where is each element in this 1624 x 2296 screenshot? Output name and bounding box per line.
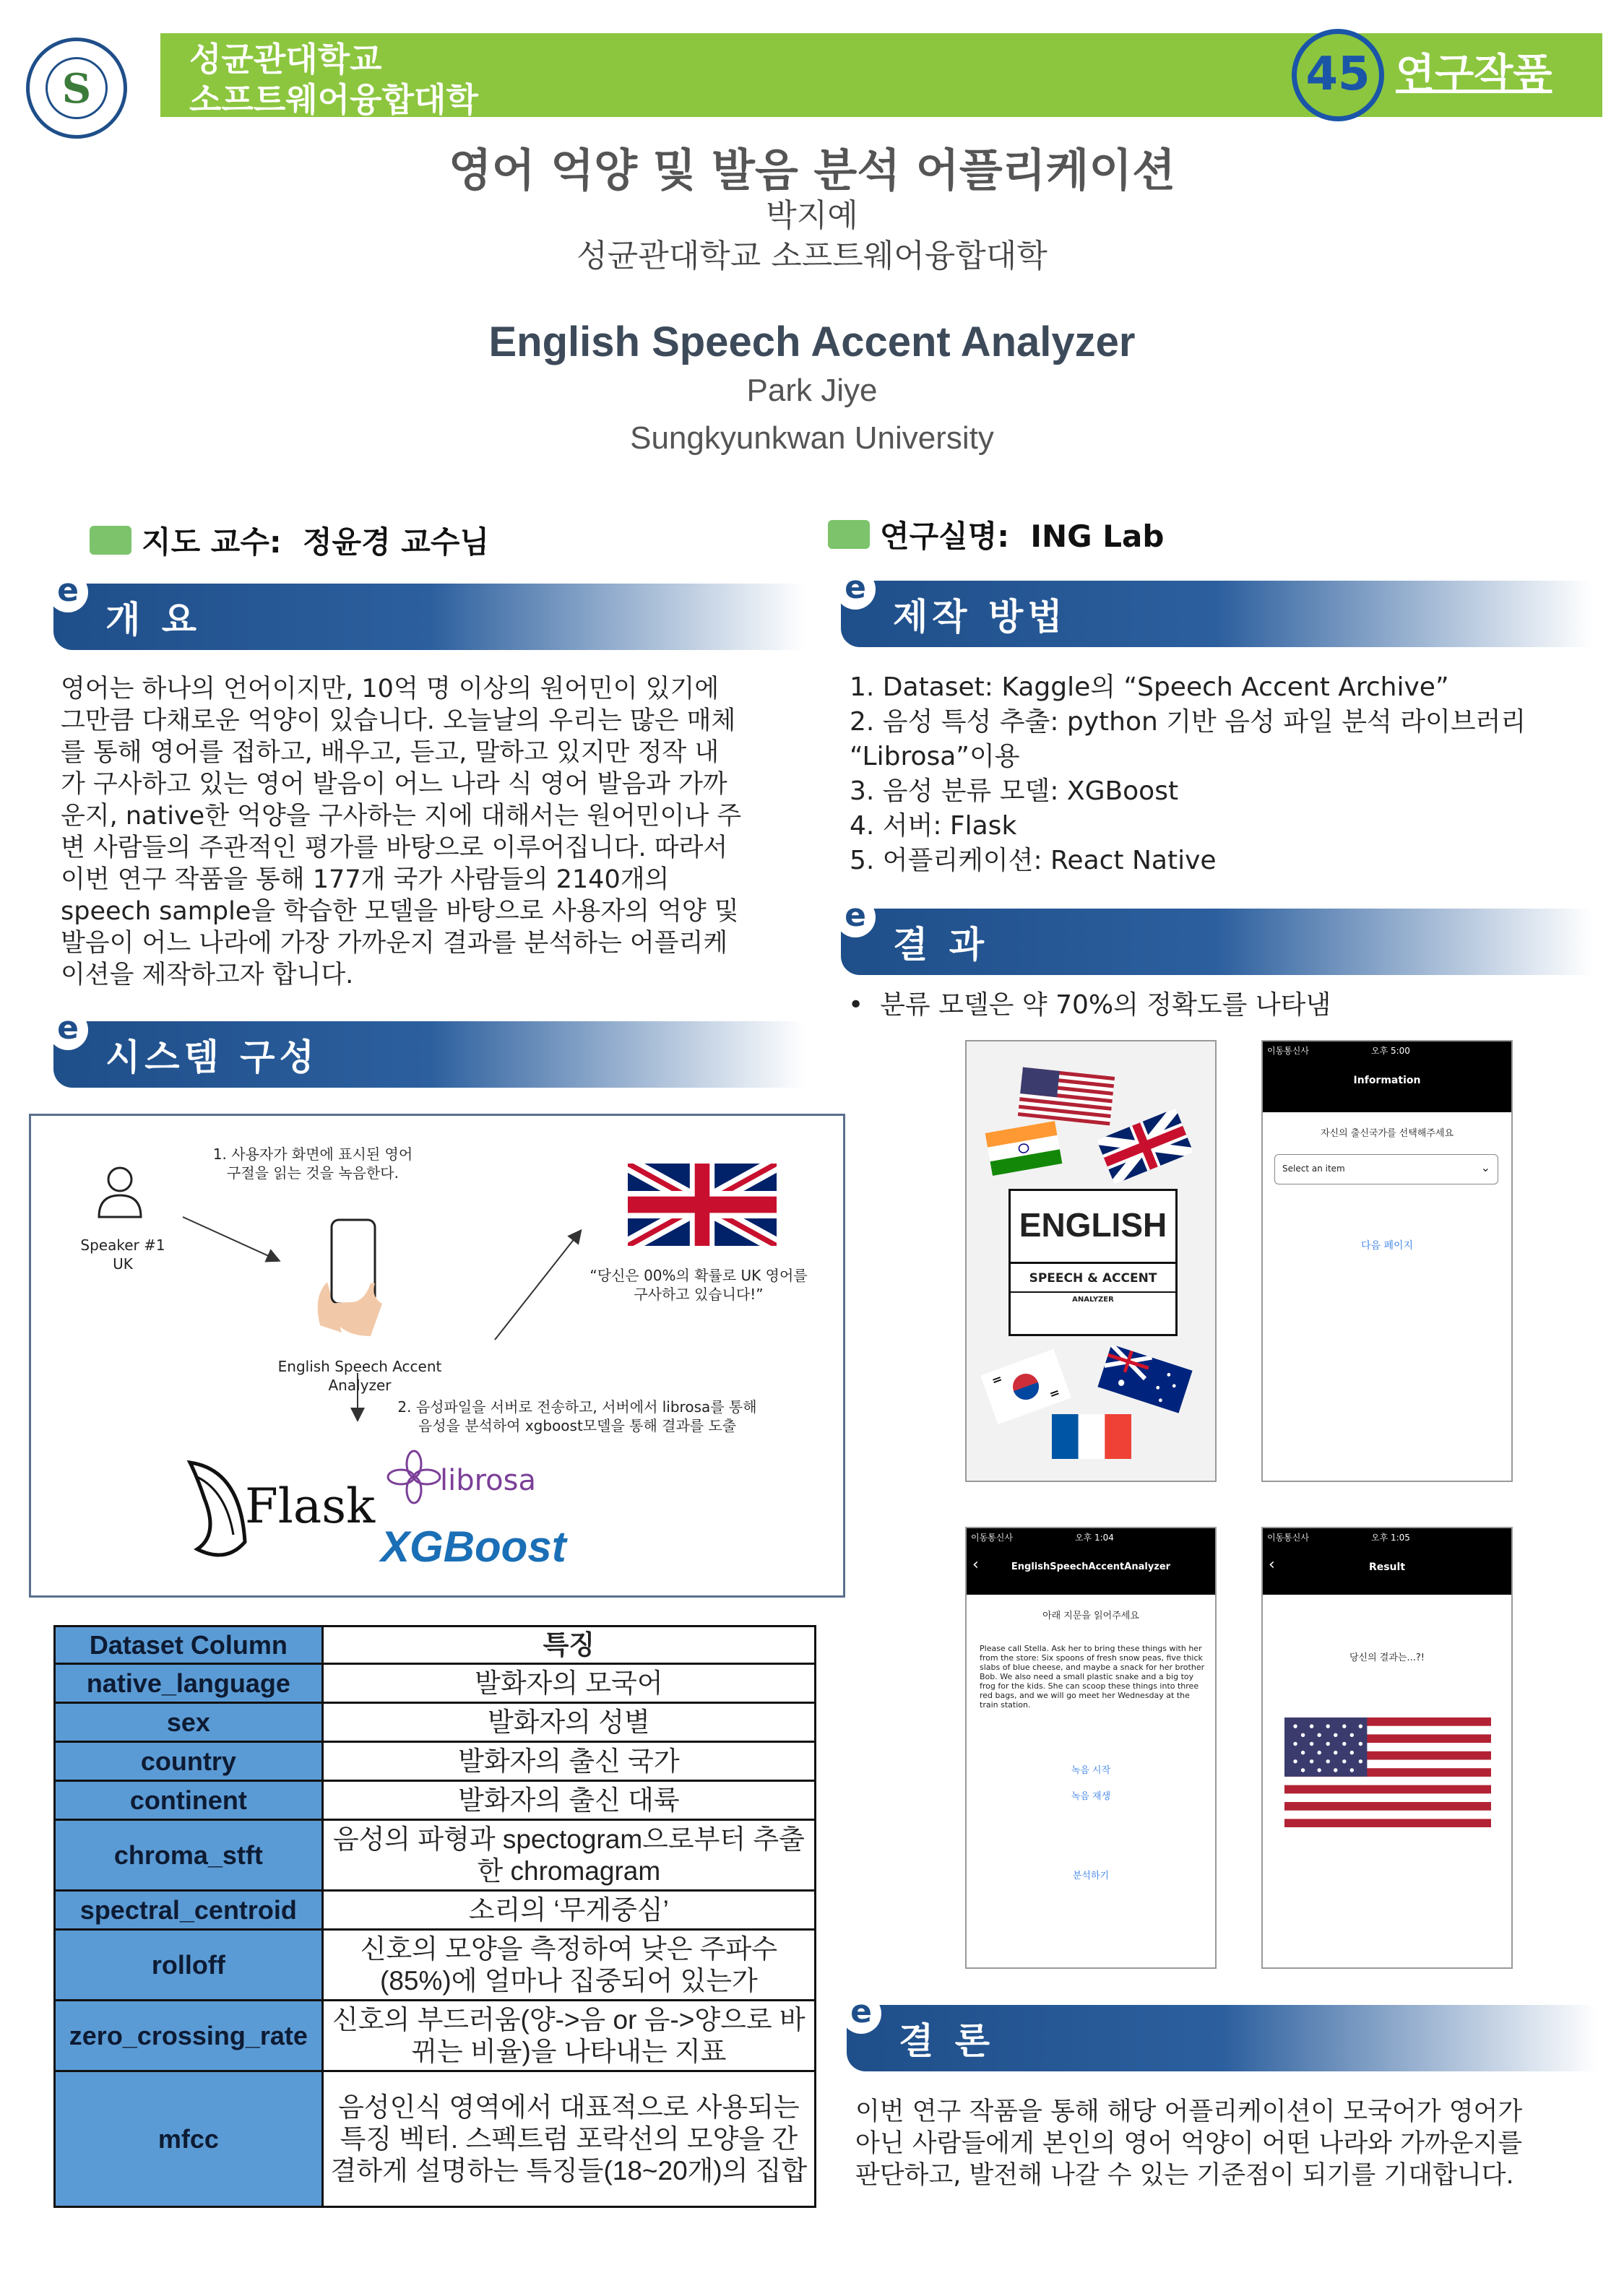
poster-number: 45 <box>1292 29 1384 121</box>
reading-passage: Please call Stella. Ask her to bring these things with her from the store: Six spoons of fresh snow peas, five thick slabs of blue cheese, and maybe a snack for her brother Bob. We also need a small plastic snake and a big toy frog for the kids. She can scoop these things into three red bags, and we will go meet her Wednesday at the train station. <box>980 1644 1205 1710</box>
back-chevron-icon[interactable]: ‹ <box>972 1556 979 1574</box>
table-row <box>55 1742 816 1781</box>
section-title-result: 결 과 <box>893 924 989 966</box>
title-english: English Speech Accent Analyzer <box>488 319 1136 365</box>
method-item: 3. 음성 분류 모델: XGBoost <box>850 776 1179 806</box>
table-value-cell: 신호의 부드러움(양->음 or 음->양으로 바뀌는 비율)을 나타내는 지표 <box>322 2001 815 2071</box>
next-page-button[interactable]: 다음 페이지 <box>1360 1240 1414 1252</box>
status-time: 오후 5:00 <box>1371 1046 1410 1056</box>
table-key-cell: country <box>55 1742 323 1781</box>
status-carrier: 이동통신사 <box>971 1533 1013 1543</box>
method-item: 5. 어플리케이션: React Native <box>850 846 1217 875</box>
us-flag-result-icon <box>1284 1717 1491 1827</box>
section-header-overview <box>53 572 805 650</box>
table-row <box>55 1781 816 1820</box>
librosa-flower-icon <box>385 1448 443 1506</box>
section-title-conclusion: 결 론 <box>899 2020 995 2062</box>
table-row <box>55 1820 816 1891</box>
app-logo-small: ANALYZER <box>1011 1291 1175 1304</box>
step1-line1: 1. 사용자가 화면에 표시된 영어 <box>212 1145 413 1163</box>
table-key-cell: continent <box>55 1781 323 1820</box>
advisor-marker <box>90 526 131 555</box>
country-select[interactable] <box>1274 1154 1498 1184</box>
table-row <box>55 1703 816 1742</box>
app-record-screenshot <box>965 1527 1217 1969</box>
app-label <box>262 1357 457 1395</box>
section-e-icon: e <box>835 897 876 937</box>
advisor-label: 지도 교수: <box>142 524 282 560</box>
advisor-value: 정윤경 교수님 <box>302 524 490 560</box>
record-nav-bar <box>967 1528 1215 1595</box>
overview-line: 운지, native한 억양을 구사하는 지에 대해서는 원어민이나 주 <box>61 802 742 831</box>
analyze-button[interactable]: 분석하기 <box>1072 1871 1110 1881</box>
overview-line: 를 통해 영어를 접하고, 배우고, 듣고, 말하고 있지만 정작 내 <box>61 738 720 767</box>
uk-flag-small-icon <box>1097 1108 1193 1184</box>
table-row <box>55 2071 816 2207</box>
result-text: 당신의 결과는...?! <box>1349 1652 1425 1663</box>
overview-line: 변 사람들의 주관적인 평가를 바탕으로 이루어집니다. 따라서 <box>61 833 728 862</box>
system-diagram <box>29 1114 845 1598</box>
app-logo <box>1008 1189 1178 1336</box>
back-chevron-icon[interactable]: ‹ <box>1269 1556 1275 1574</box>
uk-flag-icon <box>628 1164 777 1246</box>
app-result-screenshot <box>1261 1527 1513 1969</box>
table-value-cell: 음성인식 영역에서 대표적으로 사용되는 특징 벡터. 스펙트럼 포락선의 모양을 간결하게 설명하는 특징들(18~20개)의 집합 <box>322 2071 815 2207</box>
app-splash-screenshot <box>965 1040 1217 1482</box>
overview-line: 발음이 어느 나라에 가장 가까운지 결과를 분석하는 어플리케 <box>61 929 728 958</box>
speaker-line1: Speaker #1 <box>80 1236 165 1254</box>
app-logo-title: ENGLISH <box>1019 1206 1167 1244</box>
seal-emblem: S <box>61 65 92 113</box>
overview-line: speech sample을 학습한 모델을 바탕으로 사용자의 억양 및 <box>61 897 739 926</box>
xgboost-logo-text: XGBoost <box>381 1522 566 1571</box>
country-select-value: Select an item <box>1282 1164 1345 1174</box>
advisor-info <box>142 519 489 562</box>
step1-line2: 구절을 읽는 것을 녹음한다. <box>227 1164 399 1182</box>
table-row <box>55 2001 816 2071</box>
section-title-method: 제작 방법 <box>893 596 1067 638</box>
dataset-table <box>53 1625 816 2208</box>
section-header-result <box>841 897 1592 975</box>
phone-icon <box>313 1217 392 1340</box>
table-header-cell: Dataset Column <box>55 1626 323 1664</box>
flask-logo-text: Flask <box>245 1478 376 1534</box>
status-time: 오후 1:04 <box>1075 1533 1114 1543</box>
result-line1: “당신은 00%의 확률로 UK 영어를 <box>589 1267 808 1284</box>
status-carrier: 이동통신사 <box>1267 1533 1309 1543</box>
speaker-line2: UK <box>113 1255 133 1273</box>
overview-line: 영어는 하나의 언어이지만, 10억 명 이상의 원어민이 있기에 <box>61 675 720 703</box>
overview-line: 이션을 제작하고자 합니다. <box>61 961 354 989</box>
affiliation-korean: 성균관대학교 소프트웨어융합대학 <box>576 238 1048 274</box>
status-time: 오후 1:05 <box>1371 1533 1410 1543</box>
table-key-cell: spectral_centroid <box>55 1891 323 1930</box>
table-key-cell: native_language <box>55 1664 323 1703</box>
table-value-cell: 음성의 파형과 spectogram으로부터 추출한 chromagram <box>322 1820 815 1891</box>
korea-flag-icon <box>980 1349 1071 1425</box>
australia-flag-icon <box>1097 1344 1192 1413</box>
section-header-method <box>841 569 1592 647</box>
conclusion-line: 판단하고, 발전해 나갈 수 있는 기준점이 되기를 기대합니다. <box>855 2161 1514 2190</box>
table-row <box>55 1930 816 2001</box>
method-item: 4. 서버: Flask <box>850 811 1017 841</box>
section-e-icon: e <box>841 1993 881 2034</box>
table-key-cell: chroma_stft <box>55 1820 323 1891</box>
result-caption <box>576 1266 821 1304</box>
result-bullet <box>848 988 1331 1023</box>
table-value-cell: 발화자의 출신 국가 <box>322 1742 815 1781</box>
section-e-icon: e <box>835 569 876 610</box>
section-title-system: 시스템 구성 <box>105 1036 319 1078</box>
poster-category: 연구작품 <box>1396 51 1552 98</box>
table-value-cell: 발화자의 출신 대륙 <box>322 1781 815 1820</box>
author-korean: 박지예 <box>766 197 858 234</box>
step2-line1: 2. 음성파일을 서버로 전송하고, 서버에서 librosa를 통해 <box>397 1398 757 1416</box>
record-play-button[interactable]: 녹음 재생 <box>1071 1791 1111 1802</box>
section-e-icon: e <box>48 1010 88 1050</box>
app-logo-subtitle: SPEECH & ACCENT <box>1011 1262 1175 1286</box>
table-header-cell: 특징 <box>322 1626 815 1664</box>
us-flag-icon <box>1018 1067 1115 1125</box>
table-value-cell: 발화자의 모국어 <box>322 1664 815 1703</box>
read-prompt: 아래 지문을 읽어주세요 <box>1042 1611 1139 1621</box>
table-key-cell: sex <box>55 1703 323 1742</box>
section-title-overview: 개 요 <box>105 599 202 641</box>
bullet-icon: • <box>848 990 881 1020</box>
method-item: 2. 음성 특성 추출: python 기반 음성 파일 분석 라이브러리 <box>850 707 1526 737</box>
lab-label: 연구실명: <box>880 519 1010 554</box>
result-bullet-text: 분류 모델은 약 70%의 정확도를 나타냄 <box>880 990 1331 1020</box>
flask-horn-icon <box>176 1455 255 1564</box>
france-flag-icon <box>1052 1414 1131 1459</box>
overview-text <box>61 673 826 991</box>
header-university-line1: 성균관대학교 <box>189 40 382 79</box>
section-header-conclusion <box>847 1993 1598 2071</box>
librosa-logo-text: librosa <box>440 1464 537 1497</box>
app-line2: Analyzer <box>328 1377 392 1394</box>
record-start-button[interactable]: 녹음 시작 <box>1071 1765 1111 1776</box>
header-university <box>189 39 478 120</box>
result-nav-bar <box>1263 1528 1511 1595</box>
status-carrier: 이동통신사 <box>1267 1046 1309 1056</box>
title-korean: 영어 억양 및 발음 분석 어플리케이션 <box>448 144 1176 196</box>
table-value-cell: 신호의 모양을 측정하여 낮은 주파수(85%)에 얼마나 집중되어 있는가 <box>322 1930 815 2001</box>
table-header-row <box>55 1626 816 1664</box>
section-header-system <box>53 1010 805 1088</box>
header-university-line2: 소프트웨어융합대학 <box>189 80 478 119</box>
method-item: “Librosa”이용 <box>850 742 1020 771</box>
info-nav-bar <box>1263 1041 1511 1112</box>
conclusion-text <box>855 2096 1607 2191</box>
table-key-cell: zero_crossing_rate <box>55 2001 323 2071</box>
method-list <box>850 670 1601 878</box>
table-key-cell: mfcc <box>55 2071 323 2207</box>
table-value-cell: 소리의 ‘무게중심’ <box>322 1891 815 1930</box>
conclusion-line: 아닌 사람들에게 본인의 영어 억양이 어떤 나라와 가까운지를 <box>855 2129 1523 2158</box>
result-line2: 구사하고 있습니다!” <box>634 1286 764 1303</box>
overview-line: 그만큼 다채로운 억양이 있습니다. 오늘날의 우리는 많은 매체 <box>61 706 736 735</box>
lab-value: ING Lab <box>1030 519 1165 554</box>
affiliation-english: Sungkyunkwan University <box>630 420 994 456</box>
table-row <box>55 1891 816 1930</box>
app-info-screenshot <box>1261 1040 1513 1482</box>
app-line1: English Speech Accent <box>277 1358 442 1375</box>
india-flag-icon <box>985 1121 1063 1176</box>
step2-caption <box>382 1398 772 1435</box>
result-screen-title: Result <box>1368 1561 1406 1573</box>
author-english: Park Jiye <box>746 373 878 408</box>
lab-info <box>880 513 1164 556</box>
step2-line2: 음성을 분석하여 xgboost모델을 통해 결과를 도출 <box>418 1417 737 1434</box>
university-seal <box>26 38 127 139</box>
overview-line: 가 구사하고 있는 영어 발음이 어느 나라 식 영어 발음과 가까 <box>61 770 727 799</box>
table-row <box>55 1664 816 1703</box>
country-prompt: 자신의 출신국가를 선택해주세요 <box>1320 1128 1454 1139</box>
chevron-down-icon: ⌄ <box>1480 1161 1490 1174</box>
info-screen-title: Information <box>1353 1075 1421 1086</box>
lab-marker <box>828 520 870 549</box>
section-e-icon: e <box>48 572 88 612</box>
table-key-cell: rolloff <box>55 1930 323 2001</box>
conclusion-line: 이번 연구 작품을 통해 해당 어플리케이션이 모국어가 영어가 <box>855 2097 1523 2126</box>
method-item: 1. Dataset: Kaggle의 “Speech Accent Archive” <box>850 672 1449 702</box>
table-value-cell: 발화자의 성별 <box>322 1703 815 1742</box>
record-screen-title: EnglishSpeechAccentAnalyzer <box>1011 1561 1171 1572</box>
overview-line: 이번 연구 작품을 통해 177개 국가 사람들의 2140개의 <box>61 865 670 894</box>
